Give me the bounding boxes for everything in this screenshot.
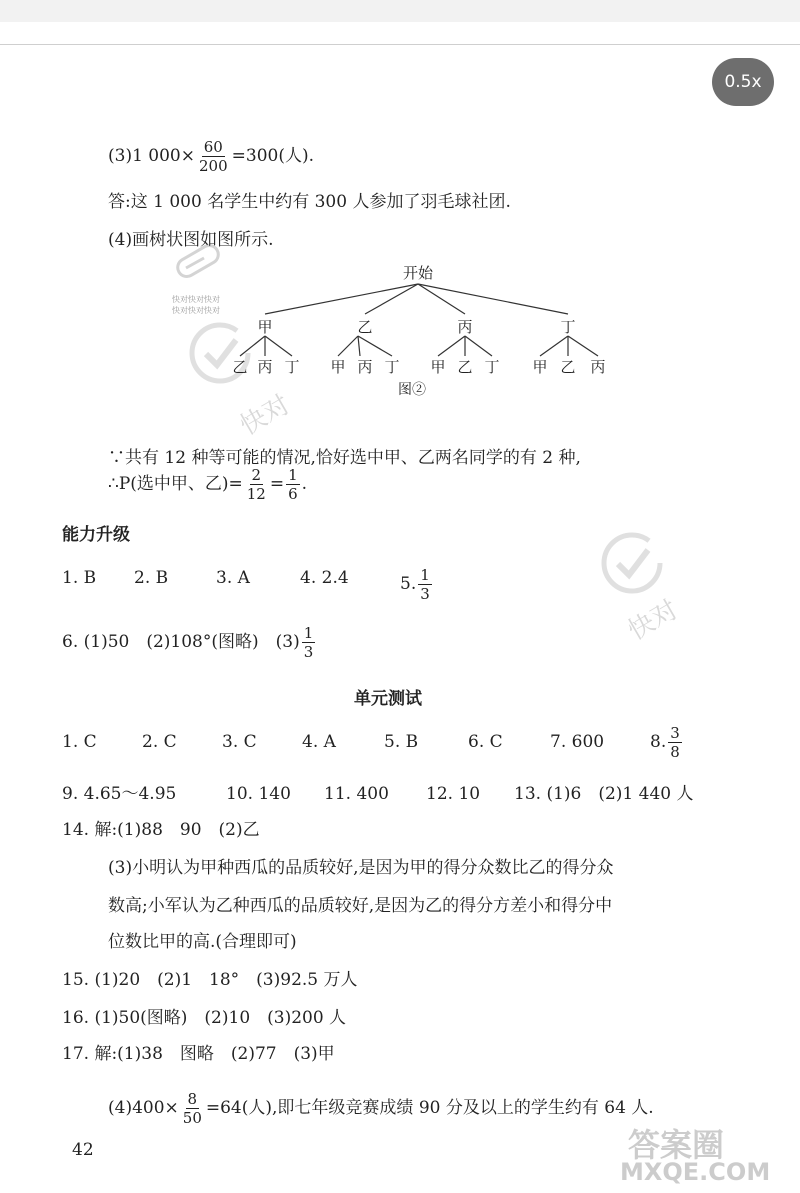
page-number: 42 xyxy=(72,1140,94,1160)
answer-5-label: 5. xyxy=(400,574,417,594)
answer-2: 2. B xyxy=(134,568,169,588)
ut-answer-13: 13. (1)6 (2)1 440 人 xyxy=(514,784,694,804)
fraction-numerator: 1 xyxy=(420,566,430,584)
tree-leaf-2-2: 丁 xyxy=(484,358,500,376)
q15: 15. (1)20 (2)1 18° (3)92.5 万人 xyxy=(62,970,358,990)
item-3-prefix: (3)1 000× xyxy=(108,146,195,166)
ut-answer-9: 9. 4.65～4.95 xyxy=(62,784,177,804)
fraction-60-200 xyxy=(197,138,230,175)
watermark-brand-2: 快对 xyxy=(623,594,684,647)
fraction-denominator: 200 xyxy=(199,157,228,175)
top-bar xyxy=(0,0,800,22)
fraction-numerator: 1 xyxy=(288,466,298,484)
ut-answer-3: 3. C xyxy=(222,732,257,752)
watermark-brand-1: 快对 xyxy=(235,389,296,442)
q14-line-2: 数高;小军认为乙种西瓜的品质较好,是因为乙的得分方差小和得分中 xyxy=(108,896,613,916)
tree-leaf-1-2: 丁 xyxy=(384,358,400,376)
watermark-small-text-2: 快对快对快对 xyxy=(172,306,220,315)
q17: 17. 解:(1)38 图略 (2)77 (3)甲 xyxy=(62,1044,335,1064)
ability-answers-row-2 xyxy=(62,624,317,661)
fraction-2-12 xyxy=(245,466,268,503)
answer-5 xyxy=(400,566,434,603)
watermark-bottom-logo: 答案圈 xyxy=(628,1126,725,1164)
fraction-numerator: 60 xyxy=(203,138,223,156)
fraction-8-50 xyxy=(181,1090,204,1127)
q14-line-1: (3)小明认为甲种西瓜的品质较好,是因为甲的得分众数比乙的得分众 xyxy=(108,858,614,878)
answer-1: 1. B xyxy=(62,568,97,588)
tree-node-0: 甲 xyxy=(257,318,273,336)
tree-node-3: 丁 xyxy=(560,318,576,336)
tree-leaf-2-1: 乙 xyxy=(457,358,473,376)
answer-3: 答:这 1 000 名学生中约有 300 人参加了羽毛球社团. xyxy=(108,192,511,212)
tree-leaf-3-1: 乙 xyxy=(560,358,576,376)
therefore-suffix: . xyxy=(301,474,308,494)
fraction-numerator: 1 xyxy=(303,624,314,642)
item-3-suffix: =300(人). xyxy=(231,146,315,166)
tree-caption: 图② xyxy=(398,382,426,398)
ut-answer-1: 1. C xyxy=(62,732,97,752)
tree-diagram xyxy=(220,260,620,400)
watermark-check-icon-2 xyxy=(592,528,672,598)
fraction-3-8 xyxy=(668,724,682,761)
ut-answer-11: 11. 400 xyxy=(324,784,389,804)
section-heading-ability: 能力升级 xyxy=(62,525,130,545)
ut-answer-5: 5. B xyxy=(384,732,419,752)
fraction-1-3 xyxy=(302,624,316,661)
fraction-denominator: 6 xyxy=(288,485,298,503)
ut-answer-4: 4. A xyxy=(302,732,336,752)
tree-leaf-3-2: 丙 xyxy=(590,358,606,376)
ut-answer-8 xyxy=(650,724,684,761)
tree-leaf-3-0: 甲 xyxy=(532,358,548,376)
tree-root: 开始 xyxy=(402,264,434,282)
therefore-equals: = xyxy=(269,474,285,494)
tree-leaf-0-0: 乙 xyxy=(232,358,248,376)
item-4: (4)画树状图如图所示. xyxy=(108,230,274,250)
fraction-denominator: 50 xyxy=(182,1109,202,1127)
therefore-line xyxy=(108,466,307,503)
tree-leaf-0-1: 丙 xyxy=(257,358,273,376)
because-line: ∵共有 12 种等可能的情况,恰好选中甲、乙两名同学的有 2 种, xyxy=(108,448,581,468)
fraction-denominator: 8 xyxy=(670,743,680,761)
fraction-denominator: 12 xyxy=(246,485,266,503)
item-3-line xyxy=(108,138,314,175)
zoom-badge[interactable]: 0.5x xyxy=(712,58,774,106)
watermark-small-text-1: 快对快对快对 xyxy=(172,295,220,304)
therefore-prefix: ∴P(选中甲、乙)= xyxy=(108,474,243,494)
tree-leaf-1-1: 丙 xyxy=(357,358,373,376)
unit-test-row-2 xyxy=(62,782,762,806)
ut-answer-10: 10. 140 xyxy=(226,784,291,804)
tree-leaf-2-0: 甲 xyxy=(430,358,446,376)
fraction-denominator: 3 xyxy=(303,643,314,661)
section-heading-unit-test: 单元测试 xyxy=(354,689,422,709)
ut-answer-2: 2. C xyxy=(142,732,177,752)
tree-node-2: 丙 xyxy=(457,318,473,336)
answer-4: 4. 2.4 xyxy=(300,568,349,588)
fraction-denominator: 3 xyxy=(420,585,430,603)
unit-test-row-1 xyxy=(62,722,762,772)
ut-answer-6: 6. C xyxy=(468,732,503,752)
answer-6-prefix: 6. (1)50 (2)108°(图略) (3) xyxy=(62,632,300,652)
q16: 16. (1)50(图略) (2)10 (3)200 人 xyxy=(62,1008,347,1028)
watermark-bottom-site: MXQE.COM xyxy=(620,1158,771,1186)
ut-answer-7: 7. 600 xyxy=(550,732,605,752)
fraction-1-6 xyxy=(286,466,300,503)
tree-node-1: 乙 xyxy=(357,318,373,336)
top-divider xyxy=(0,44,800,45)
tree-leaf-1-0: 甲 xyxy=(330,358,346,376)
q14-head: 14. 解:(1)88 90 (2)乙 xyxy=(62,820,260,840)
q17-4-suffix: =64(人),即七年级竞赛成绩 90 分及以上的学生约有 64 人. xyxy=(205,1098,654,1118)
q14-line-3: 位数比甲的高.(合理即可) xyxy=(108,932,297,952)
fraction-numerator: 2 xyxy=(251,466,262,484)
ut-answer-8-label: 8. xyxy=(650,732,667,752)
ut-answer-12: 12. 10 xyxy=(426,784,481,804)
q17-part-4 xyxy=(108,1090,654,1127)
answer-3-choice: 3. A xyxy=(216,568,250,588)
fraction-1-3 xyxy=(418,566,432,603)
fraction-numerator: 3 xyxy=(670,724,680,742)
tree-leaf-0-2: 丁 xyxy=(284,358,300,376)
fraction-numerator: 8 xyxy=(187,1090,198,1108)
q17-4-prefix: (4)400× xyxy=(108,1098,179,1118)
